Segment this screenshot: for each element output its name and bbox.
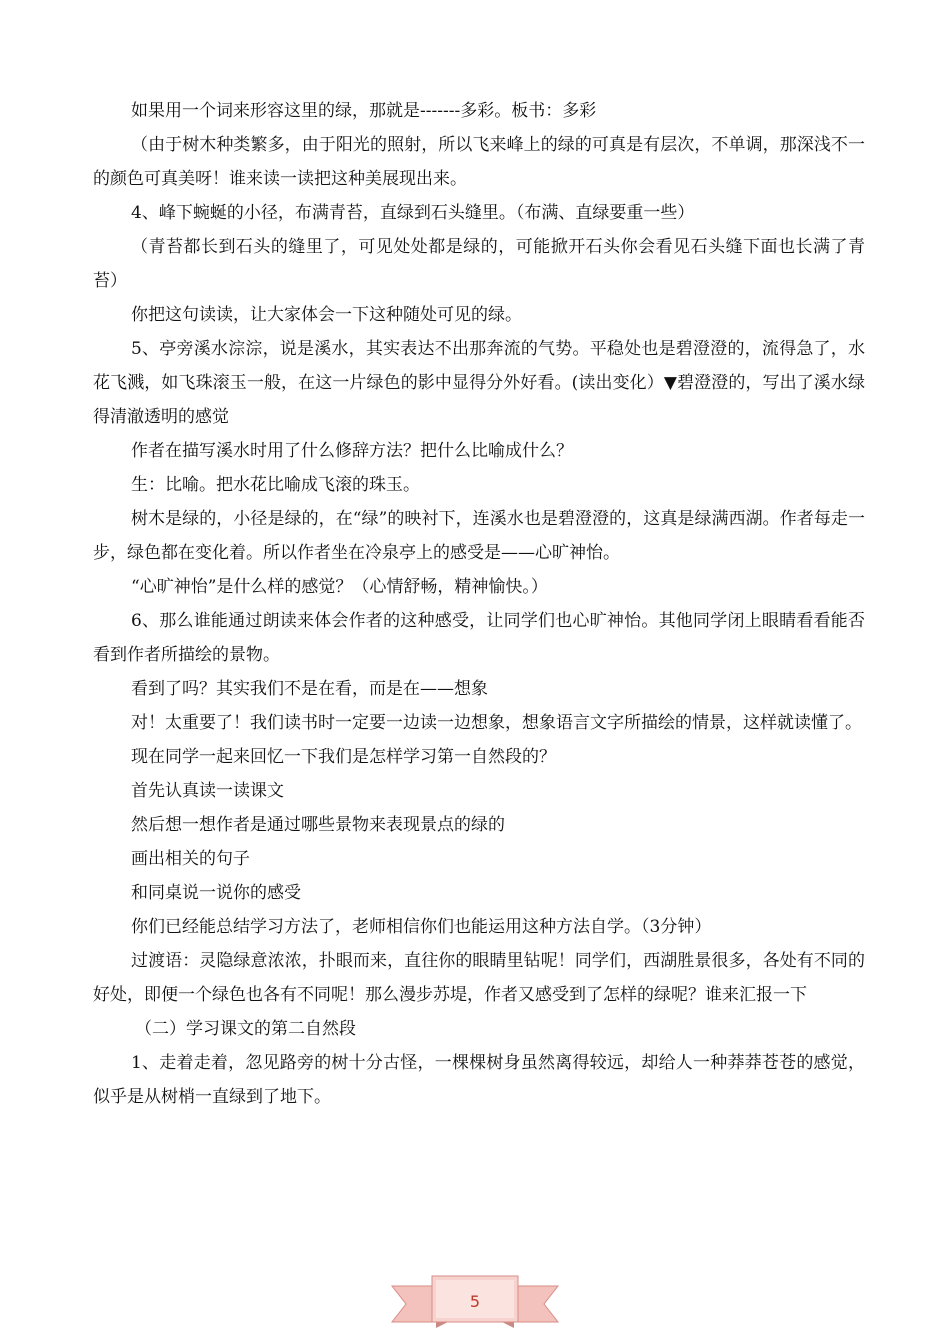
paragraph: 现在同学一起来回忆一下我们是怎样学习第一自然段的？	[131, 747, 556, 767]
section-heading: （二）学习课文的第二自然段	[135, 1019, 356, 1039]
paragraph: 你们已经能总结学习方法了，老师相信你们也能运用这种方法自学。（3分钟）	[131, 917, 712, 937]
paragraph: 你把这句读读，让大家体会一下这种随处可见的绿。	[131, 305, 522, 325]
page-number: 5	[469, 1292, 481, 1311]
document-body	[93, 94, 865, 1114]
paragraph: 如果用一个词来形容这里的绿，那就是-------多彩。板书：多彩	[131, 101, 597, 121]
page-number-badge	[390, 1272, 560, 1332]
paragraph: 看到了吗？其实我们不是在看，而是在——想象	[131, 679, 488, 699]
paragraph: 过渡语：灵隐绿意浓浓，扑眼而来，直往你的眼睛里钻呢！同学们，西湖胜景很多，各处有不同的好处，即便一个绿色也各有不同呢！那么漫步苏堤，作者又感受到了怎样的绿呢？谁来汇报一下	[93, 951, 865, 1005]
paragraph: 作者在描写溪水时用了什么修辞方法？把什么比喻成什么？	[131, 441, 573, 461]
paragraph: 4、峰下蜿蜒的小径，布满青苔，直绿到石头缝里。（布满、直绿要重一些）	[131, 203, 695, 223]
paragraph: 首先认真读一读课文	[131, 781, 284, 801]
paragraph: （由于树木种类繁多，由于阳光的照射，所以飞来峰上的绿的可真是有层次，不单调，那深浅不一的颜色可真美呀！谁来读一读把这种美展现出来。	[93, 135, 865, 189]
paragraph: 画出相关的句子	[131, 849, 250, 869]
paragraph: 5、亭旁溪水淙淙，说是溪水，其实表达不出那奔流的气势。平稳处也是碧澄澄的，流得急了，水花飞溅，如飞珠滚玉一般，在这一片绿色的影中显得分外好看。(读出变化）▼碧澄澄的，写出了溪水绿得清澈透明的感觉	[93, 339, 865, 427]
paragraph: 和同桌说一说你的感受	[131, 883, 301, 903]
paragraph: （青苔都长到石头的缝里了，可见处处都是绿的，可能掀开石头你会看见石头缝下面也长满了青苔）	[93, 237, 865, 291]
paragraph: 然后想一想作者是通过哪些景物来表现景点的绿的	[131, 815, 505, 835]
paragraph: 1、走着走着，忽见路旁的树十分古怪，一棵棵树身虽然离得较远，却给人一种莽莽苍苍的感觉，似乎是从树梢一直绿到了地下。	[93, 1053, 865, 1107]
paragraph: 6、那么谁能通过朗读来体会作者的这种感受，让同学们也心旷神怡。其他同学闭上眼睛看看能否看到作者所描绘的景物。	[93, 611, 865, 665]
paragraph: 对！太重要了！我们读书时一定要一边读一边想象，想象语言文字所描绘的情景，这样就读懂了。	[131, 713, 862, 733]
paragraph: 生：比喻。把水花比喻成飞滚的珠玉。	[131, 475, 420, 495]
paragraph: 树木是绿的，小径是绿的，在“绿”的映衬下，连溪水也是碧澄澄的，这真是绿满西湖。作者每走一步，绿色都在变化着。所以作者坐在冷泉亭上的感受是——心旷神怡。	[93, 509, 865, 563]
paragraph: “心旷神怡”是什么样的感觉？（心情舒畅，精神愉快。）	[131, 577, 548, 597]
